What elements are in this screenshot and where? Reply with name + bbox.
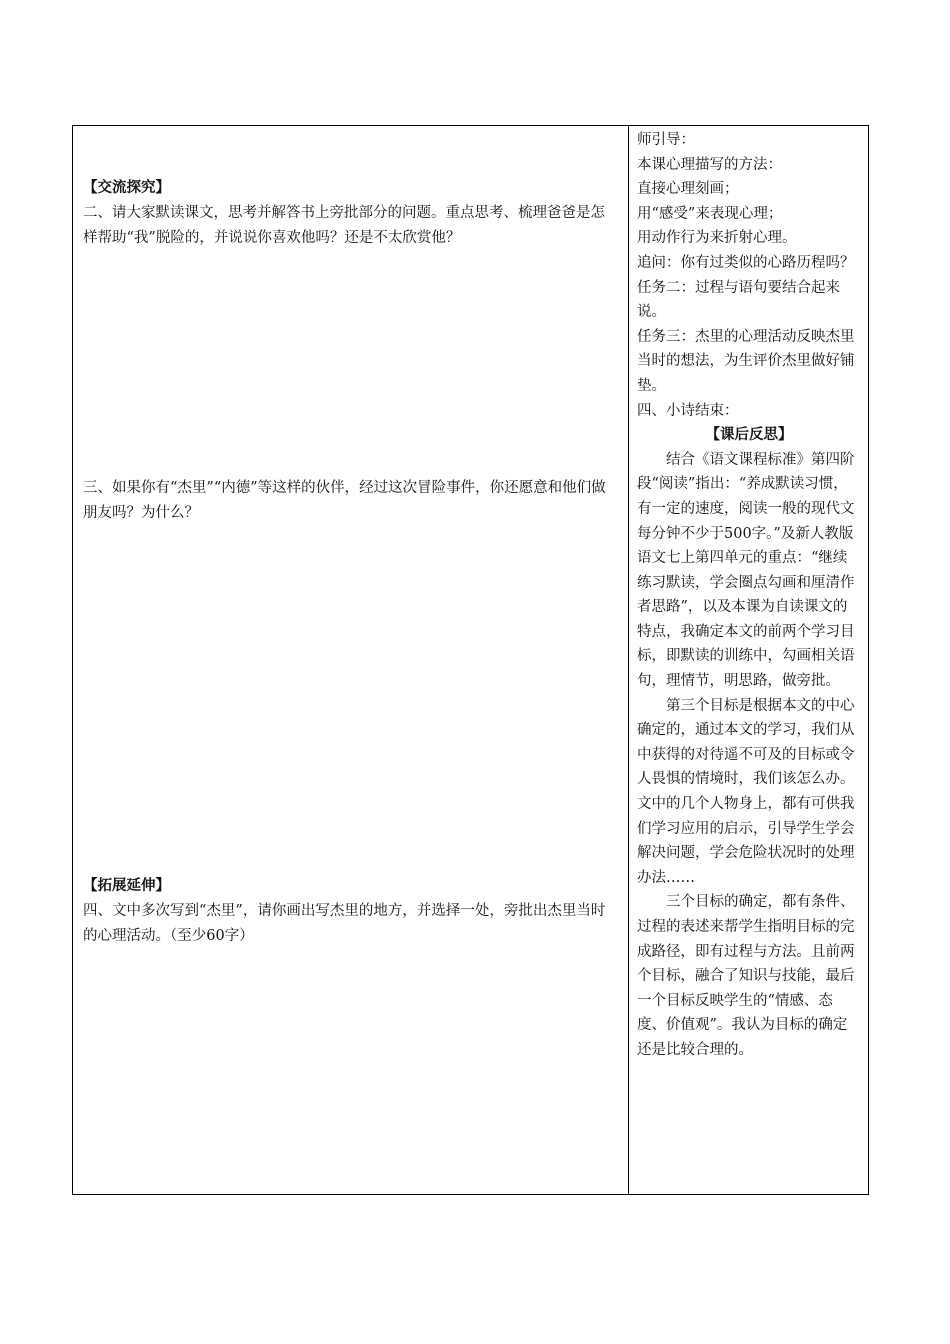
question-four: 四、文中多次写到“杰里”，请你画出写杰里的地方，并选择一处，旁批出杰里当时的心理活动。（至少60字） xyxy=(83,903,606,944)
reflection-heading: 【课后反思】 xyxy=(705,427,793,444)
guidance-column xyxy=(629,126,868,1194)
reflection-paragraph: 三个目标的确定，都有条件、过程的表述来帮学生指明目标的完成路径，即有过程与方法。且前两个目标，融合了知识与技能，最后一个目标反映学生的“情感、态度、价值观”。我认为目标的确定还是比较合理的。 xyxy=(637,894,855,1058)
guidance-line: 直接心理刻画； xyxy=(637,181,739,198)
question-two: 二、请大家默读课文，思考并解答书上旁批部分的问题。重点思考、梳理爸爸是怎样帮助“我”脱险的，并说说你喜欢他吗？还是不太欣赏他？ xyxy=(83,205,605,246)
guidance-line: 追问：你有过类似的心路历程吗？ xyxy=(637,254,855,271)
question-three: 三、如果你有“杰里”“内德”等这样的伙伴，经过这次冒险事件，你还愿意和他们做朋友吗？为什么？ xyxy=(83,480,606,521)
guidance-line: 任务三：杰里的心理活动反映杰里当时的想法，为生评价杰里做好铺垫。 xyxy=(637,328,855,394)
guidance-line: 师引导： xyxy=(637,132,695,148)
teacher-guidance xyxy=(637,128,861,1063)
lesson-plan-table xyxy=(72,125,869,1195)
guidance-line: 四、小诗结束： xyxy=(637,402,739,419)
guidance-line: 用动作行为来折射心理。 xyxy=(637,230,797,247)
exchange-explore-heading: 【交流探究】 xyxy=(83,180,170,196)
guidance-line: 本课心理描写的方法： xyxy=(637,156,782,173)
activity-column xyxy=(73,126,629,1194)
reflection-paragraph: 第三个目标是根据本文的中心确定的，通过本文的学习，我们从中获得的对待遥不可及的目标或令人畏惧的情境时，我们该怎么办。文中的几个人物身上，都有可供我们学习应用的启示，引导学生学会解决问题，学会危险状况时的处理办法…… xyxy=(637,697,855,886)
reflection-paragraph: 结合《语文课程标准》第四阶段“阅读”指出：“养成默读习惯，有一定的速度，阅读一般的现代文每分钟不少于500字。”及新人教版语文七上第四单元的重点：“继续练习默读，学会圈点勾画和厘清作者思路”，以及本课为自读课文的特点，我确定本文的前两个学习目标，即默读的训练中，勾画相关语句，理情节，明思路，做旁批。 xyxy=(637,451,855,690)
extension-heading: 【拓展延伸】 xyxy=(83,878,170,894)
guidance-line: 用“感受”来表现心理； xyxy=(637,205,783,222)
guidance-line: 任务二：过程与语句要结合起来说。 xyxy=(637,279,840,321)
